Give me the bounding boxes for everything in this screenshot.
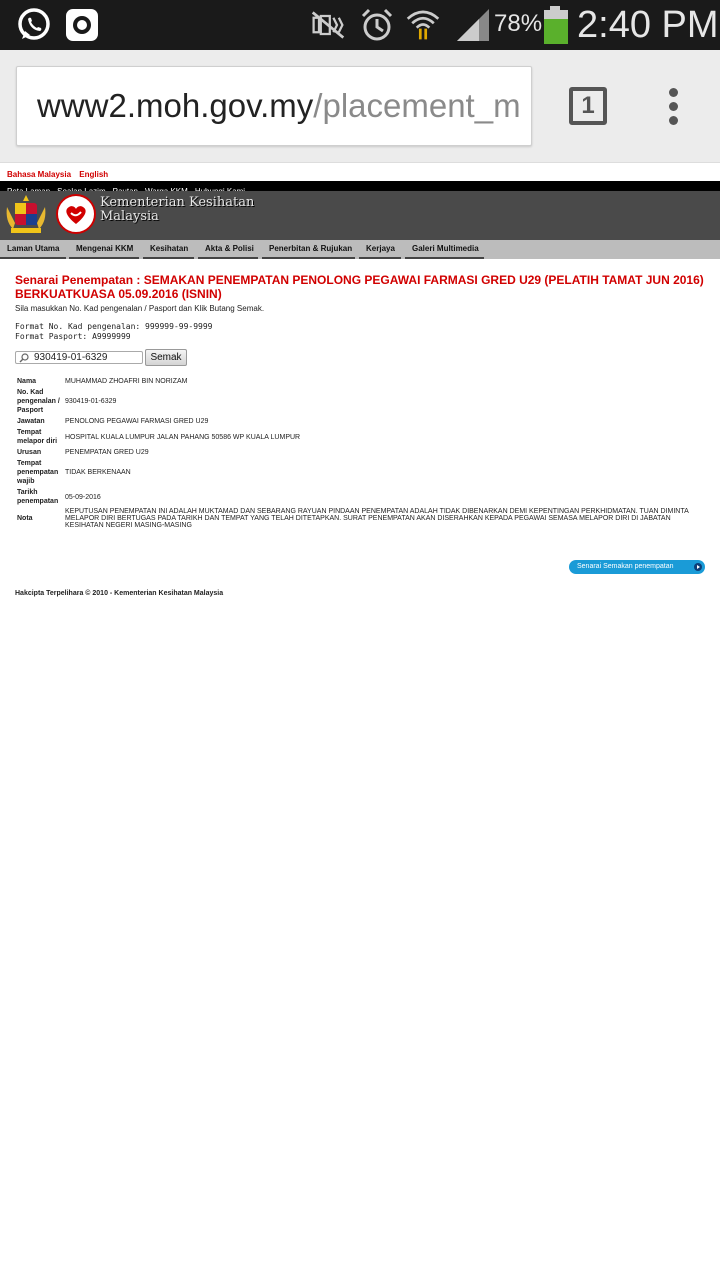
row-value: TIDAK BERKENAAN	[65, 469, 131, 476]
instruction-text: Sila masukkan No. Kad pengenalan / Pasport dan Klik Butang Semak.	[15, 304, 265, 313]
semak-button[interactable]: Semak	[145, 349, 187, 366]
battery-percentage: 78%	[494, 10, 543, 37]
site-banner	[0, 191, 720, 240]
ministry-title-line2: Malaysia	[100, 209, 159, 224]
nav-galeri-multimedia[interactable]: Galeri Multimedia	[405, 240, 484, 259]
row-label: Nota	[17, 515, 33, 522]
row-label: Tempat melapor diri	[17, 429, 58, 445]
table-row	[15, 507, 705, 530]
coat-of-arms-logo[interactable]	[3, 193, 49, 237]
address-bar[interactable]	[16, 66, 532, 146]
lang-english-link[interactable]: English	[79, 170, 109, 179]
camera-icon	[64, 7, 100, 43]
format-passport: Format Pasport: A9999999	[15, 332, 131, 341]
row-value: MUHAMMAD ZHOAFRI BIN NORIZAM	[65, 378, 188, 385]
url-host: www2.moh.gov.my	[37, 87, 314, 124]
nav-mengenai-kkm[interactable]: Mengenai KKM	[69, 240, 139, 259]
format-hints	[15, 322, 705, 342]
ministry-title	[100, 196, 254, 224]
row-value: 930419-01-6329	[65, 398, 117, 405]
row-label: Tempat penempatan wajib	[17, 460, 59, 485]
nav-penerbitan-rujukan[interactable]: Penerbitan & Rujukan	[262, 240, 355, 259]
nav-laman-utama[interactable]: Laman Utama	[0, 240, 66, 259]
ministry-title-line1: Kementerian Kesihatan	[100, 195, 255, 210]
ic-search-input[interactable]: 930419-01-6329	[15, 351, 143, 364]
row-label: Urusan	[17, 449, 42, 456]
row-label: Nama	[17, 378, 37, 385]
lang-bahasa-link[interactable]: Bahasa Malaysia	[7, 170, 72, 179]
row-value: 05-09-2016	[65, 493, 101, 501]
arrow-right-icon	[694, 563, 702, 571]
wifi-icon	[405, 7, 441, 43]
row-label: Tarikh penempatan	[17, 489, 59, 505]
table-row	[15, 427, 705, 447]
search-icon	[19, 353, 29, 363]
table-row	[15, 458, 705, 487]
nav-kerjaya[interactable]: Kerjaya	[359, 240, 401, 259]
whatsapp-icon	[16, 7, 52, 43]
table-row	[15, 416, 705, 427]
language-switcher	[7, 170, 114, 179]
url-path: /placement_m	[313, 87, 521, 124]
top-links-bar	[0, 181, 720, 191]
table-row	[15, 376, 705, 387]
table-row	[15, 487, 705, 507]
battery-icon	[538, 7, 574, 43]
page-title: Senarai Penempatan : SEMAKAN PENEMPATAN PENOLONG PEGAWAI FARMASI GRED U29 (PELATIH TAMAT JUN 2016) BERKUATKUASA 05.09.2016 (ISNIN)	[15, 273, 704, 301]
alarm-icon	[359, 7, 395, 43]
tab-switcher-button[interactable]: 1	[569, 87, 607, 125]
copyright-footer: Hakcipta Terpelihara © 2010 - Kementerian Kesihatan Malaysia	[15, 590, 224, 597]
status-bar	[0, 0, 720, 50]
placement-result-table	[15, 376, 705, 530]
overflow-menu-icon[interactable]	[664, 88, 684, 126]
row-label: Jawatan	[17, 418, 45, 425]
main-nav	[0, 240, 720, 259]
row-value: PENOLONG PEGAWAI FARMASI GRED U29	[65, 418, 209, 425]
senarai-semakan-button[interactable]	[569, 560, 705, 574]
nav-kesihatan[interactable]: Kesihatan	[143, 240, 194, 259]
row-value: KEPUTUSAN PENEMPATAN INI ADALAH MUKTAMAD DAN SEBARANG RAYUAN PINDAAN PENEMPATAN ADALAH TIDAK DIBENARKAN DEMI KEPENTINGAN PERKHIDMATAN. TUAN DIMINTA MELAPOR DIRI BERTUGAS PADA TARIKH DAN TEMPAT YANG TELAH DITETAPKAN. SURAT PENEMPATAN AKAN DISERAHKAN KEPADA PEGAWAI SEMASA MELAPOR DIRI DI JABATAN KESIHATAN NEGERI MASING-MASING	[65, 508, 689, 529]
table-row	[15, 387, 705, 416]
row-value: PENEMPATAN GRED U29	[65, 449, 149, 456]
nav-akta-polisi[interactable]: Akta & Polisi	[198, 240, 258, 259]
main-content	[15, 273, 705, 597]
mute-icon	[310, 7, 346, 43]
senarai-semakan-label: Senarai Semakan penempatan	[577, 563, 674, 570]
browser-toolbar	[0, 50, 720, 162]
row-value: HOSPITAL KUALA LUMPUR JALAN PAHANG 50586 WP KUALA LUMPUR	[65, 433, 301, 441]
format-ic: Format No. Kad pengenalan: 999999-99-9999	[15, 322, 213, 331]
clock: 2:40 PM	[577, 4, 719, 46]
row-label: No. Kad pengenalan / Pasport	[17, 389, 60, 414]
signal-icon	[455, 7, 491, 43]
table-row	[15, 447, 705, 458]
kkm-logo[interactable]	[56, 194, 96, 234]
